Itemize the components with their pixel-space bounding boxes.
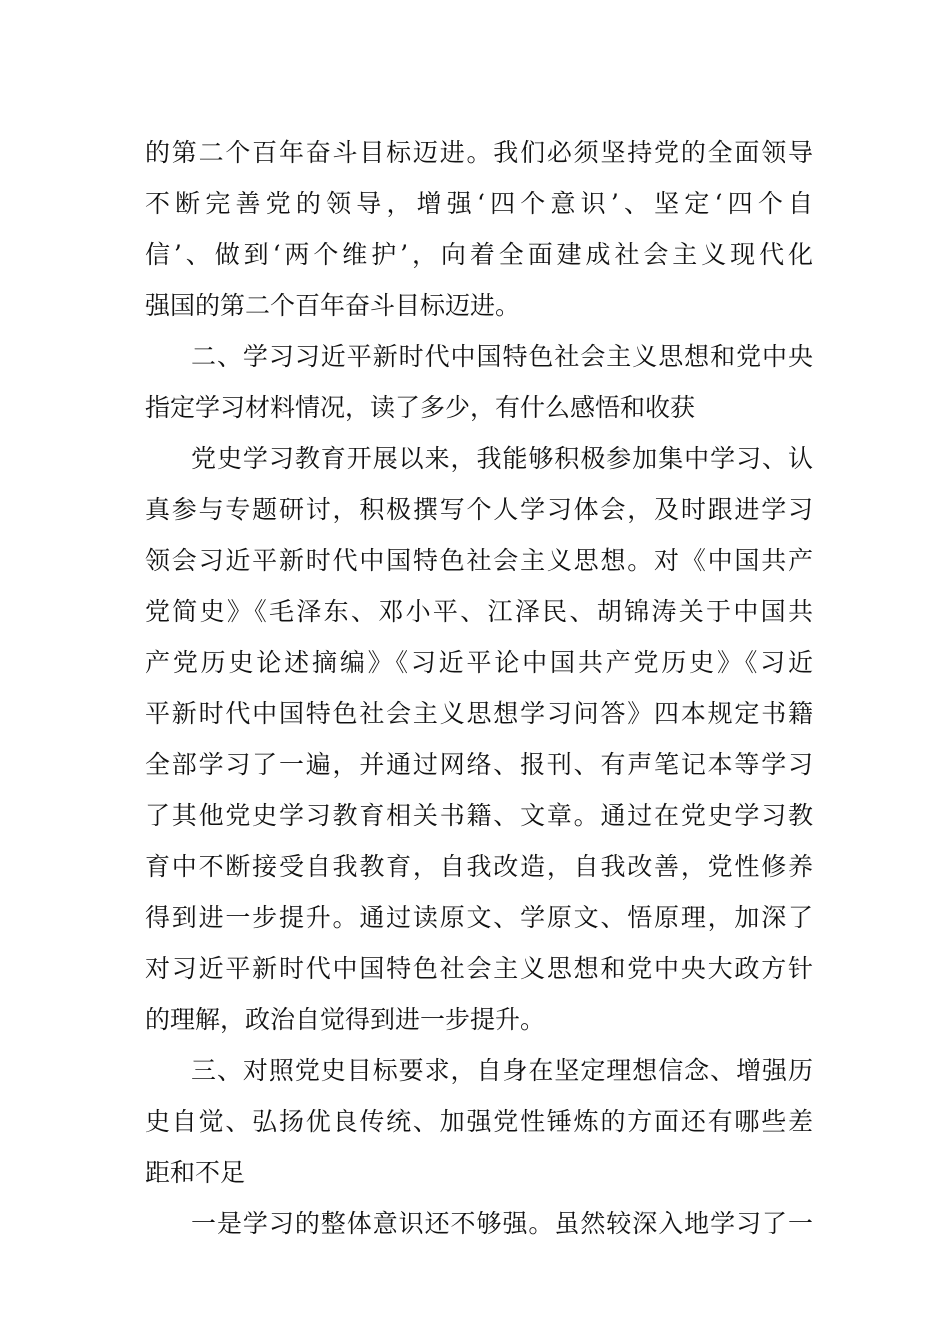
text-line: 平新时代中国特色社会主义思想学习问答》四本规定书籍 xyxy=(145,699,813,728)
heading-line: 二、学习习近平新时代中国特色社会主义思想和党中央 xyxy=(191,342,813,371)
text-line: 一是学习的整体意识还不够强。虽然较深入地学习了一 xyxy=(191,1209,813,1238)
text-line: 得到进一步提升。通过读原文、学原文、悟原理，加深了 xyxy=(145,903,813,932)
text-line: 对习近平新时代中国特色社会主义思想和党中央大政方针 xyxy=(145,954,813,983)
text-line: 领会习近平新时代中国特色社会主义思想。对《中国共产 xyxy=(145,546,813,575)
text-line: 强国的第二个百年奋斗目标迈进。 xyxy=(145,291,521,320)
paragraph-continuation xyxy=(145,127,813,331)
section-heading-3 xyxy=(145,1045,813,1198)
text-line: 的理解，政治自觉得到进一步提升。 xyxy=(145,1005,546,1034)
text-line: 党史学习教育开展以来，我能够积极参加集中学习、认 xyxy=(191,444,813,473)
text-line: 了其他党史学习教育相关书籍、文章。通过在党史学习教 xyxy=(145,801,813,830)
paragraph-shortcoming-1 xyxy=(145,1198,813,1249)
text-line: 产党历史论述摘编》《习近平论中国共产党历史》《习近 xyxy=(145,648,813,677)
heading-line: 史自觉、弘扬优良传统、加强党性锤炼的方面还有哪些差 xyxy=(145,1107,813,1136)
text-line: 育中不断接受自我教育，自我改造，自我改善，党性修养 xyxy=(145,852,813,881)
heading-line: 指定学习材料情况，读了多少，有什么感悟和收获 xyxy=(145,393,696,422)
text-line: 全部学习了一遍，并通过网络、报刊、有声笔记本等学习 xyxy=(145,750,813,779)
text-line: 的第二个百年奋斗目标迈进。我们必须坚持党的全面领导 xyxy=(145,138,813,167)
text-line: 信’、做到‘两个维护’，向着全面建成社会主义现代化 xyxy=(145,240,813,269)
section-heading-2 xyxy=(145,331,813,433)
heading-line: 距和不足 xyxy=(145,1158,246,1187)
heading-line: 三、对照党史目标要求，自身在坚定理想信念、增强历 xyxy=(191,1056,813,1085)
text-line: 党简史》《毛泽东、邓小平、江泽民、胡锦涛关于中国共 xyxy=(145,597,813,626)
paragraph-study xyxy=(145,433,813,1045)
document-page xyxy=(145,127,813,1249)
text-line: 真参与专题研讨，积极撰写个人学习体会，及时跟进学习 xyxy=(145,495,813,524)
text-line: 不断完善党的领导，增强‘四个意识’、坚定‘四个自 xyxy=(145,189,813,218)
